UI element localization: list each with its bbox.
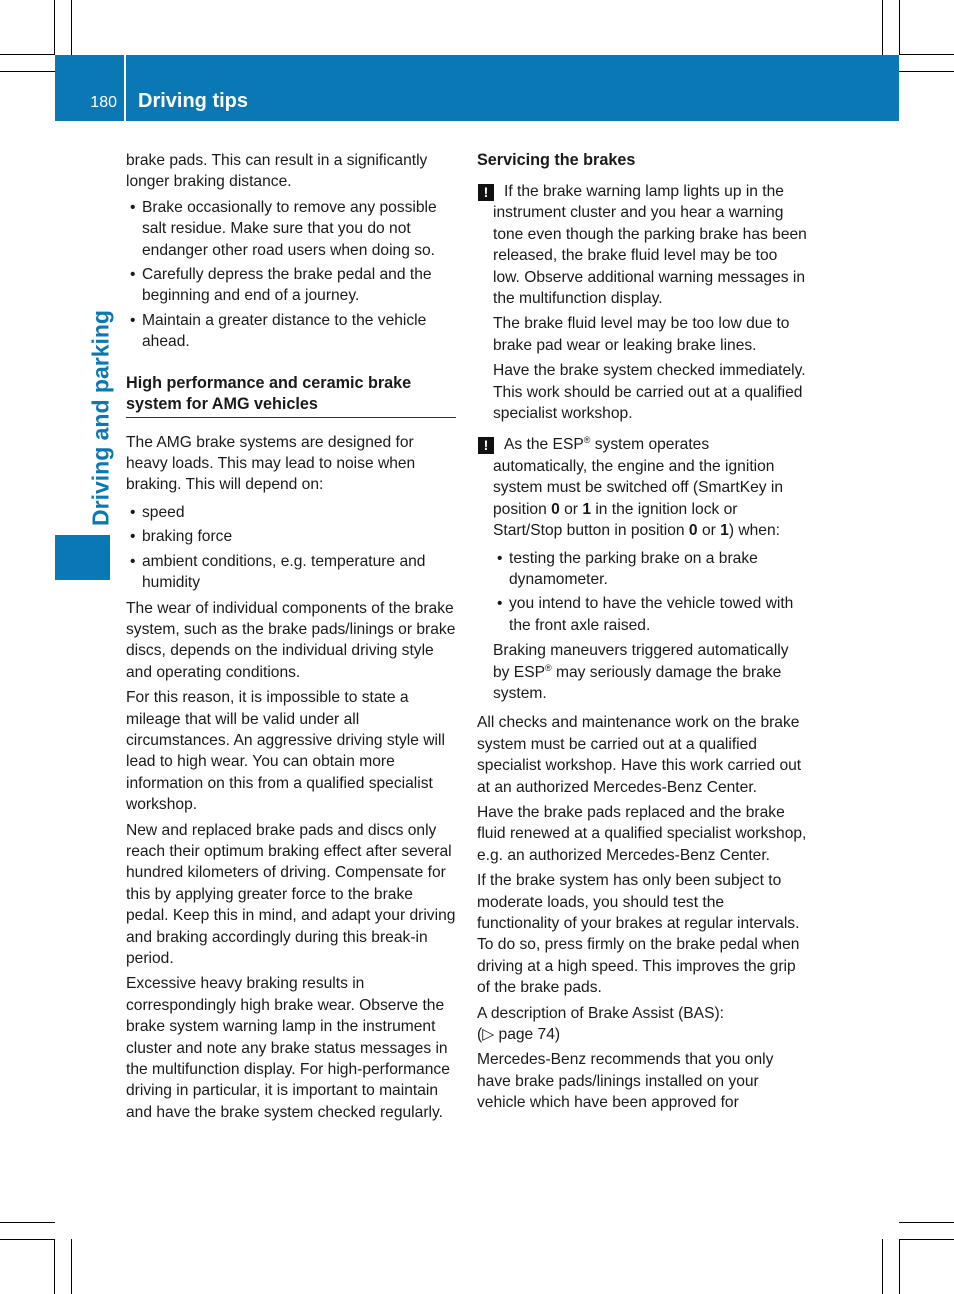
warning-note: [477, 434, 807, 704]
paragraph: The wear of individual components of the brake system, such as the brake pads/linings or brake discs, depends on the individual driving style and operating conditions.: [126, 599, 456, 681]
page-number: 180: [90, 94, 117, 111]
crop-mark: [899, 71, 954, 72]
paragraph: brake pads. This can result in a significantly longer braking distance.: [126, 152, 428, 191]
chapter-label: Driving and parking: [87, 310, 114, 526]
paragraph: Have the brake system checked immediately. This work should be carried out at a qualified specialist workshop.: [493, 362, 806, 423]
paragraph: Excessive heavy braking results in correspondingly high brake wear. Observe the brake system warning lamp in the instrument cluster and note any brake status messages in the multifunction display. For high-performance driving in particular, it is important to maintain and have the brake system checked regularly.: [126, 975, 450, 1121]
warning-note: [477, 181, 807, 424]
crop-mark: [882, 1239, 883, 1294]
crop-mark: [899, 1239, 954, 1240]
warning-icon: !: [478, 184, 494, 201]
chapter-tab: [55, 535, 110, 580]
list-item: • braking force: [126, 526, 456, 547]
paragraph: If the brake system has only been subject to moderate loads, you should test the functionality of your brakes at regular intervals. To do so, press firmly on the brake pedal when driving at a high speed. This improves the grip of the brake pads.: [477, 872, 800, 997]
list-item: • Brake occasionally to remove any possible salt residue. Make sure that you do not endanger other road users when doing so.: [126, 197, 456, 261]
paragraph: A description of Brake Assist (BAS): (▷ page 74): [477, 1004, 725, 1044]
crop-mark: [882, 0, 883, 55]
section-heading: Servicing the brakes: [477, 151, 636, 169]
paragraph: The AMG brake systems are designed for heavy loads. This may lead to noise when braking. This will depend on:: [126, 433, 416, 494]
paragraph: All checks and maintenance work on the brake system must be carried out at a qualified specialist workshop. Have this work carried out at an authorized Mercedes-Benz Center.: [477, 714, 802, 796]
paragraph: The brake fluid level may be too low due to brake pad wear or leaking brake lines.: [493, 315, 790, 354]
page-reference[interactable]: (▷ page 74): [477, 1026, 561, 1044]
list-item: • Maintain a greater distance to the vehicle ahead.: [126, 310, 456, 353]
crop-mark: [899, 1239, 900, 1294]
list-item: • you intend to have the vehicle towed with the front axle raised.: [493, 593, 807, 636]
paragraph: New and replaced brake pads and discs only reach their optimum braking effect after several hundred kilometers of driving. Compensate for this by applying greater force to the brake pedal. Keep this in mind, and adapt your driving and braking accordingly during this break-in period.: [126, 821, 456, 967]
list-item: • testing the parking brake on a brake dynamometer.: [493, 548, 807, 591]
list-item: • speed: [126, 502, 456, 523]
bullet-list: [126, 502, 456, 594]
crop-mark: [71, 0, 72, 55]
paragraph: For this reason, it is impossible to state a mileage that will be valid under all circumstances. An aggressive driving style will lead to high wear. You can obtain more information on this from a qualified specialist workshop.: [126, 689, 445, 814]
paragraph: As the ESP® system operates automatically, the engine and the ignition system must be switched off (SmartKey in position 0 or 1 in the ignition lock or Start/Stop button in position 0 or 1) when:: [493, 435, 784, 540]
crop-mark: [0, 71, 55, 72]
paragraph: Have the brake pads replaced and the brake fluid renewed at a qualified specialist workshop, e.g. an authorized Mercedes-Benz Center.: [477, 803, 807, 864]
bullet-list: [493, 548, 807, 637]
crop-mark: [0, 1222, 55, 1223]
left-column: [126, 150, 456, 1127]
section-title: Driving tips: [138, 90, 249, 112]
section-heading: High performance and ceramic brake system for AMG vehicles: [126, 373, 456, 418]
crop-mark: [899, 1222, 954, 1223]
paragraph: Braking maneuvers triggered automatically by ESP® may seriously damage the brake system.: [493, 642, 789, 702]
crop-mark: [54, 0, 55, 55]
list-item: • Carefully depress the brake pedal and the beginning and end of a journey.: [126, 264, 456, 307]
list-item: • ambient conditions, e.g. temperature and humidity: [126, 551, 456, 594]
crop-mark: [899, 54, 954, 55]
header-divider: [124, 55, 126, 121]
paragraph: If the brake warning lamp lights up in the instrument cluster and you hear a warning tone even though the parking brake has been released, the brake fluid level may be too low. Observe additional warning messages in the multifunction display.: [493, 183, 807, 308]
warning-icon: !: [478, 437, 494, 454]
crop-mark: [54, 1239, 55, 1294]
crop-mark: [0, 1239, 55, 1240]
crop-mark: [0, 54, 55, 55]
crop-mark: [899, 0, 900, 55]
paragraph: Mercedes-Benz recommends that you only have brake pads/linings installed on your vehicle which have been approved for: [477, 1051, 774, 1112]
crop-mark: [71, 1239, 72, 1294]
right-column: [477, 150, 807, 1118]
bullet-list: [126, 197, 456, 353]
